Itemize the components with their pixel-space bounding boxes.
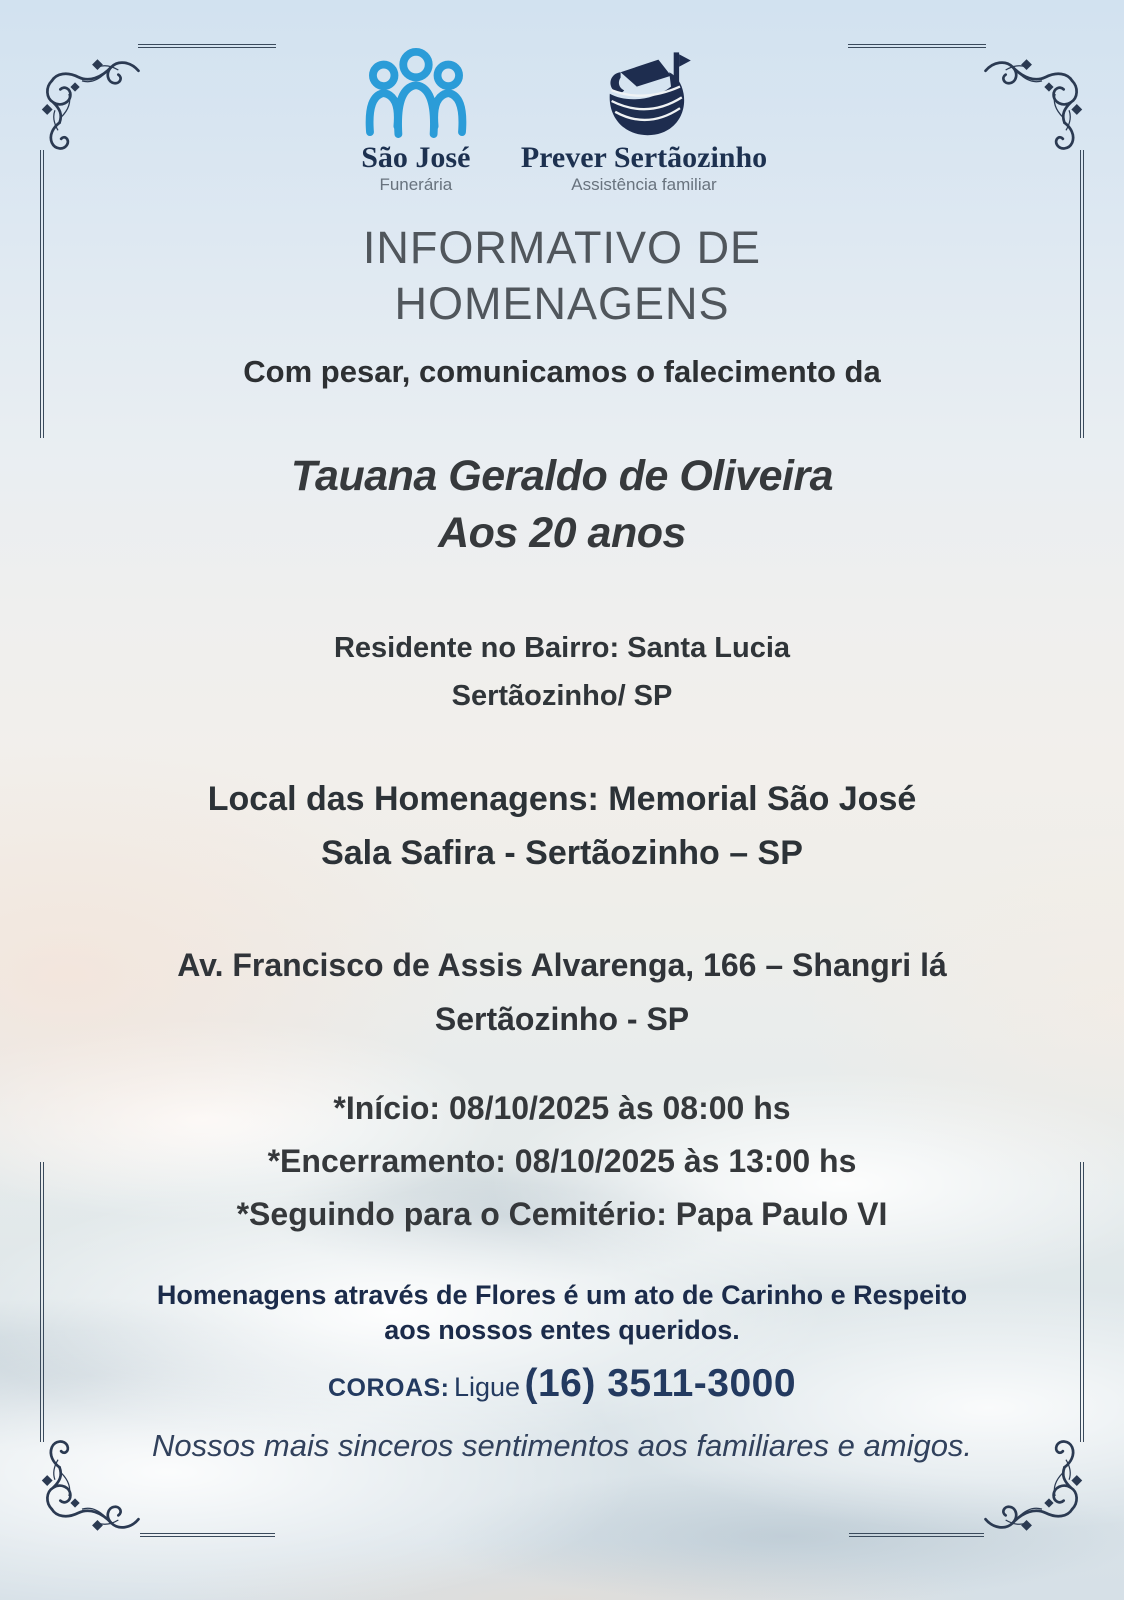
address-line-2: Sertãozinho - SP bbox=[434, 1001, 690, 1037]
condolences-text: Nossos mais sinceros sentimentos aos familiares e amigos. bbox=[151, 1428, 973, 1463]
deceased-age: Aos 20 anos bbox=[438, 509, 686, 557]
logo-sao-jose-name: São José bbox=[361, 141, 471, 174]
flowers-note-line-2: aos nossos entes queridos. bbox=[384, 1315, 740, 1345]
address-block bbox=[0, 938, 1124, 1046]
deceased-name: Tauana Geraldo de Oliveira bbox=[290, 452, 834, 500]
flowers-note bbox=[0, 1278, 1124, 1348]
coroas-phone-number: (16) 3511-3000 bbox=[524, 1362, 797, 1405]
logo-sao-jose bbox=[357, 46, 475, 196]
coroas-action: Ligue bbox=[453, 1372, 521, 1402]
title-line-2: HOMENAGENS bbox=[394, 278, 730, 329]
header-logos bbox=[0, 46, 1124, 196]
schedule-block bbox=[0, 1082, 1124, 1241]
border-line bbox=[140, 1533, 275, 1537]
logo-sao-jose-subtitle: Funerária bbox=[379, 175, 453, 194]
ark-boat-icon bbox=[590, 46, 698, 138]
venue-block bbox=[0, 772, 1124, 880]
coroas-label: COROAS: bbox=[327, 1374, 450, 1402]
deceased-block bbox=[0, 448, 1124, 562]
three-people-icon bbox=[357, 46, 475, 138]
logo-prever-subtitle: Assistência familiar bbox=[571, 175, 717, 194]
flowers-note-line-1: Homenagens através de Flores é um ato de Carinho e Respeito bbox=[156, 1280, 968, 1310]
title-line-1: INFORMATIVO DE bbox=[362, 222, 762, 273]
schedule-start: *Início: 08/10/2025 às 08:00 hs bbox=[333, 1090, 791, 1126]
logo-prever-name: Prever Sertãozinho bbox=[520, 141, 768, 174]
page-title bbox=[0, 220, 1124, 332]
coroas-block bbox=[0, 1362, 1124, 1406]
residence-block bbox=[0, 624, 1124, 720]
announcement-text: Com pesar, comunicamos o falecimento da bbox=[243, 354, 881, 389]
border-line bbox=[849, 1533, 984, 1537]
schedule-cemetery: *Seguindo para o Cemitério: Papa Paulo VI bbox=[236, 1196, 888, 1232]
schedule-end: *Encerramento: 08/10/2025 às 13:00 hs bbox=[267, 1143, 857, 1179]
residence-line-1: Residente no Bairro: Santa Lucia bbox=[333, 632, 791, 664]
address-line-1: Av. Francisco de Assis Alvarenga, 166 – Shangri lá bbox=[177, 947, 947, 983]
venue-line-1: Local das Homenagens: Memorial São José bbox=[207, 780, 917, 818]
logo-prever bbox=[521, 46, 767, 196]
residence-line-2: Sertãozinho/ SP bbox=[451, 680, 673, 712]
venue-line-2: Sala Safira - Sertãozinho – SP bbox=[321, 834, 803, 872]
